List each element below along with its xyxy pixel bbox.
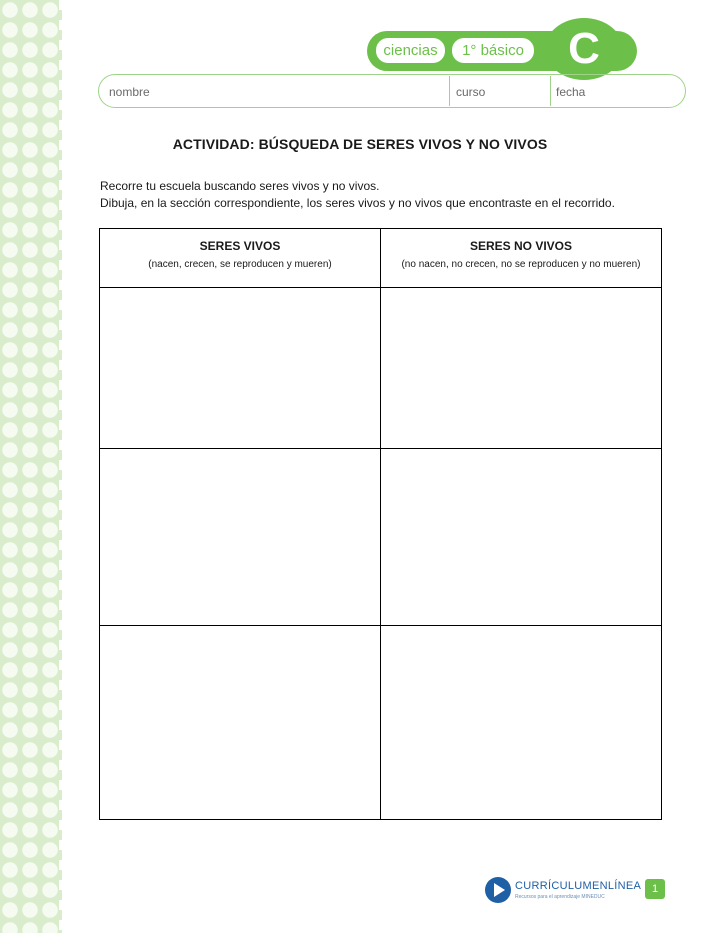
info-divider [550,76,551,106]
subject-pill: ciencias [376,38,445,63]
subject-badge: C [545,18,623,80]
course-field-label: curso [456,85,486,99]
instruction-line: Recorre tu escuela buscando seres vivos y no vivos. [100,179,380,193]
page-number: 1 [645,879,665,899]
column-title: SERES VIVOS [199,239,281,253]
non-living-drawing-cell[interactable] [381,626,662,820]
living-drawing-cell[interactable] [100,288,381,449]
non-living-drawing-cell[interactable] [381,288,662,449]
drawing-table [99,228,662,820]
info-divider [449,76,450,106]
play-logo-icon [485,877,511,903]
non-living-beings-header [381,229,662,288]
living-beings-header [100,229,381,288]
non-living-drawing-cell[interactable] [381,449,662,626]
logo-text: CURRÍCULUMENLÍNEA [515,880,642,892]
instructions [100,178,615,212]
column-title: SERES NO VIVOS [469,239,573,253]
activity-title: ACTIVIDAD: BÚSQUEDA DE SERES VIVOS Y NO VIVOS [172,136,548,152]
column-subtitle: (no nacen, no crecen, no se reproducen y no mueren) [401,259,641,270]
student-info-line [98,74,686,108]
living-drawing-cell[interactable] [100,626,381,820]
logo-tagline: Recursos para el aprendizaje MINEDUC [515,894,605,900]
grade-pill: 1° básico [452,38,534,63]
date-field-label: fecha [556,85,586,99]
name-field-label: nombre [109,85,150,99]
instruction-line: Dibuja, en la sección correspondiente, los seres vivos y no vivos que encontraste en el recorrido. [100,196,615,210]
living-drawing-cell[interactable] [100,449,381,626]
column-subtitle: (nacen, crecen, se reproducen y mueren) [148,259,332,270]
